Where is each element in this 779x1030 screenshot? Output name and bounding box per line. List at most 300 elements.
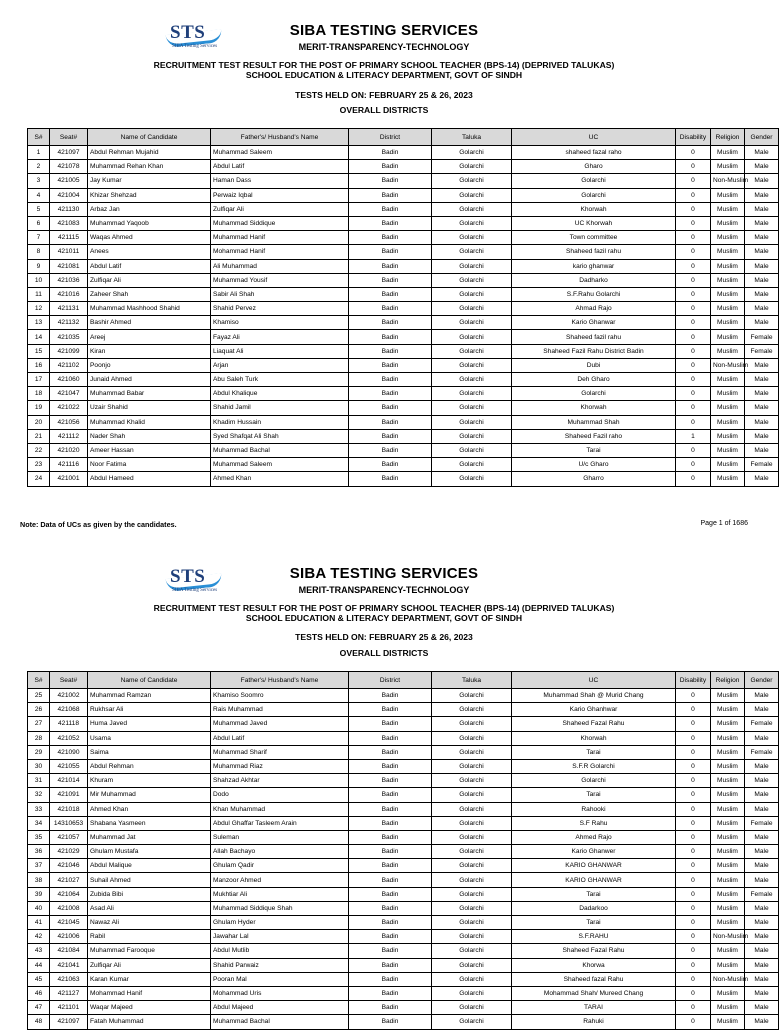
table-cell: 0 xyxy=(676,901,711,915)
table-cell: Muhammad Yaqoob xyxy=(88,216,211,230)
table-cell: Golarchi xyxy=(432,287,512,301)
table-cell: Zulfiqar Ali xyxy=(211,202,349,216)
table-cell: Muslim xyxy=(711,231,745,245)
table-cell: 0 xyxy=(676,887,711,901)
table-cell: Badin xyxy=(349,930,432,944)
table-cell: Golarchi xyxy=(432,717,512,731)
table-cell: Muslim xyxy=(711,287,745,301)
table-cell: 26 xyxy=(28,703,50,717)
table-cell: Khamiso xyxy=(211,316,349,330)
table-cell: Badin xyxy=(349,472,432,486)
table-cell: 0 xyxy=(676,231,711,245)
table-cell: Male xyxy=(745,944,779,958)
table-cell: 12 xyxy=(28,302,50,316)
table-cell: Badin xyxy=(349,202,432,216)
table-row xyxy=(28,845,779,859)
tests-date: TESTS HELD ON: FEBRUARY 25 & 26, 2023 xyxy=(295,90,473,100)
table-cell: Abdul Ghaffar Tasleem Arain xyxy=(211,816,349,830)
department-title: SCHOOL EDUCATION & LITERACY DEPARTMENT, GOVT OF SINDH xyxy=(245,613,523,623)
table-cell: TARAI xyxy=(512,1001,676,1015)
table-cell: 5 xyxy=(28,202,50,216)
table-cell: Muslim xyxy=(711,316,745,330)
table-header-row xyxy=(28,672,779,689)
table-row xyxy=(28,986,779,1000)
table-cell: Badin xyxy=(349,745,432,759)
table-cell: Abdul Latif xyxy=(211,731,349,745)
table-cell: Male xyxy=(745,788,779,802)
table-cell: Zaheer Shah xyxy=(88,287,211,301)
table-cell: Badin xyxy=(349,901,432,915)
table-cell: 0 xyxy=(676,873,711,887)
table-cell: Muslim xyxy=(711,759,745,773)
table-cell: Golarchi xyxy=(432,330,512,344)
table-cell: 0 xyxy=(676,745,711,759)
table-cell: Town committee xyxy=(512,231,676,245)
table-cell: Golarchi xyxy=(512,188,676,202)
table-row xyxy=(28,703,779,717)
table-cell: Manzoor Ahmed xyxy=(211,873,349,887)
table-cell: Muhammad Rehan Khan xyxy=(88,160,211,174)
table-cell: 0 xyxy=(676,986,711,1000)
table-cell: Mir Muhammad xyxy=(88,788,211,802)
table-cell: Poonjo xyxy=(88,358,211,372)
sts-logo-subtext: SIBA Testing Services xyxy=(172,588,218,593)
column-header: Disability xyxy=(676,129,711,146)
table-cell: Zubida Bibi xyxy=(88,887,211,901)
table-cell: 421046 xyxy=(50,859,88,873)
table-cell: S.F Rahu xyxy=(512,816,676,830)
table-cell: Rabil xyxy=(88,930,211,944)
table-cell: Suhail Ahmed xyxy=(88,873,211,887)
table-row xyxy=(28,1001,779,1015)
table-cell: Mohammad Hanif xyxy=(88,986,211,1000)
table-cell: 0 xyxy=(676,287,711,301)
table-cell: 421081 xyxy=(50,259,88,273)
table-cell: 18 xyxy=(28,387,50,401)
table-cell: 421006 xyxy=(50,930,88,944)
table-cell: 21 xyxy=(28,429,50,443)
table-cell: Gharo xyxy=(512,160,676,174)
table-cell: Badin xyxy=(349,774,432,788)
table-cell: 421102 xyxy=(50,358,88,372)
table-cell: Badin xyxy=(349,958,432,972)
table-cell: 44 xyxy=(28,958,50,972)
table-cell: 0 xyxy=(676,1001,711,1015)
table-cell: 421064 xyxy=(50,887,88,901)
table-cell: Muhammad Khalid xyxy=(88,415,211,429)
table-cell: Golarchi xyxy=(432,174,512,188)
table-cell: Perwaiz Iqbal xyxy=(211,188,349,202)
table-cell: Ghulam Qadir xyxy=(211,859,349,873)
table-cell: Badin xyxy=(349,887,432,901)
table-cell: 421004 xyxy=(50,188,88,202)
table-cell: Male xyxy=(745,287,779,301)
table-cell: Muhammad Siddique xyxy=(211,216,349,230)
table-cell: Badin xyxy=(349,816,432,830)
table-cell: Male xyxy=(745,358,779,372)
table-cell: Male xyxy=(745,160,779,174)
table-cell: Mohammad Uris xyxy=(211,986,349,1000)
table-cell: 47 xyxy=(28,1001,50,1015)
table-cell: Golarchi xyxy=(432,972,512,986)
table-cell: Male xyxy=(745,259,779,273)
table-cell: 0 xyxy=(676,1015,711,1029)
table-row xyxy=(28,731,779,745)
table-cell: Allah Bachayo xyxy=(211,845,349,859)
table-cell: Male xyxy=(745,302,779,316)
table-cell: 421027 xyxy=(50,873,88,887)
table-cell: 421115 xyxy=(50,231,88,245)
table-cell: Badin xyxy=(349,231,432,245)
table-cell: Badin xyxy=(349,245,432,259)
table-cell: Male xyxy=(745,443,779,457)
table-cell: 0 xyxy=(676,146,711,160)
table-cell: Muslim xyxy=(711,188,745,202)
table-cell: S.F.Rahu Golarchi xyxy=(512,287,676,301)
table-cell: Golarchi xyxy=(432,759,512,773)
table-cell: Muslim xyxy=(711,373,745,387)
table-cell: Sabir Ali Shah xyxy=(211,287,349,301)
table-cell: 421127 xyxy=(50,986,88,1000)
table-cell: Abdul Mutlib xyxy=(211,944,349,958)
table-cell: Golarchi xyxy=(432,202,512,216)
table-cell: Ameer Hassan xyxy=(88,443,211,457)
table-cell: Golarchi xyxy=(432,816,512,830)
table-cell: Junaid Ahmed xyxy=(88,373,211,387)
table-cell: 421002 xyxy=(50,689,88,703)
table-cell: 421036 xyxy=(50,273,88,287)
recruitment-title: RECRUITMENT TEST RESULT FOR THE POST OF PRIMARY SCHOOL TEACHER (BPS-14) (DEPRIVED TALUKAS) xyxy=(153,60,615,70)
table-cell: Muslim xyxy=(711,717,745,731)
table-cell: Zulfiqar Ali xyxy=(88,958,211,972)
table-cell: Golarchi xyxy=(432,689,512,703)
table-cell: 32 xyxy=(28,788,50,802)
table-cell: Golarchi xyxy=(432,986,512,1000)
table-cell: 421055 xyxy=(50,759,88,773)
recruitment-title: RECRUITMENT TEST RESULT FOR THE POST OF PRIMARY SCHOOL TEACHER (BPS-14) (DEPRIVED TALUKAS) xyxy=(153,603,615,613)
table-cell: Muslim xyxy=(711,887,745,901)
table-cell: 0 xyxy=(676,458,711,472)
column-header: Seat# xyxy=(50,672,88,689)
table-cell: Muslim xyxy=(711,1001,745,1015)
table-cell: 421091 xyxy=(50,788,88,802)
column-header: Taluka xyxy=(432,672,512,689)
table-cell: Golarchi xyxy=(432,873,512,887)
org-title: SIBA TESTING SERVICES xyxy=(289,22,479,39)
table-cell: 421018 xyxy=(50,802,88,816)
table-cell: Golarchi xyxy=(432,944,512,958)
table-cell: Male xyxy=(745,216,779,230)
department-title: SCHOOL EDUCATION & LITERACY DEPARTMENT, GOVT OF SINDH xyxy=(245,70,523,80)
table-cell: Badin xyxy=(349,845,432,859)
table-cell: Huma Javed xyxy=(88,717,211,731)
table-cell: Badin xyxy=(349,717,432,731)
table-cell: 24 xyxy=(28,472,50,486)
table-cell: Female xyxy=(745,745,779,759)
table-cell: Suleman xyxy=(211,830,349,844)
table-cell: Rahooki xyxy=(512,802,676,816)
table-row xyxy=(28,717,779,731)
table-cell: 0 xyxy=(676,830,711,844)
table-cell: Arjan xyxy=(211,358,349,372)
table-cell: 0 xyxy=(676,845,711,859)
table-row xyxy=(28,901,779,915)
table-cell: Golarchi xyxy=(432,745,512,759)
table-cell: Male xyxy=(745,958,779,972)
table-cell: Muslim xyxy=(711,458,745,472)
table-cell: Male xyxy=(745,245,779,259)
table-cell: 14 xyxy=(28,330,50,344)
table-cell: 0 xyxy=(676,245,711,259)
column-header: Taluka xyxy=(432,129,512,146)
table-cell: 42 xyxy=(28,930,50,944)
table-cell: Golarchi xyxy=(432,802,512,816)
table-cell: Golarchi xyxy=(432,259,512,273)
table-cell: Abu Saleh Turk xyxy=(211,373,349,387)
table-cell: Khadim Hussain xyxy=(211,415,349,429)
table-cell: Badin xyxy=(349,273,432,287)
table-cell: 45 xyxy=(28,972,50,986)
table-cell: 0 xyxy=(676,930,711,944)
table-cell: Male xyxy=(745,387,779,401)
table-cell: Muslim xyxy=(711,774,745,788)
column-header: Name of Candidate xyxy=(88,129,211,146)
table-cell: Ghulam Hyder xyxy=(211,916,349,930)
table-cell: Male xyxy=(745,731,779,745)
table-cell: 0 xyxy=(676,344,711,358)
table-cell: Golarchi xyxy=(432,387,512,401)
table-cell: Badin xyxy=(349,401,432,415)
results-table xyxy=(27,671,779,1030)
table-cell: Shaheed fazil rahu xyxy=(512,245,676,259)
table-cell: 421052 xyxy=(50,731,88,745)
table-cell: Shaheed fazal Rahu xyxy=(512,972,676,986)
table-cell: Ali Muhammad xyxy=(211,259,349,273)
table-cell: Muslim xyxy=(711,731,745,745)
table-cell: 421099 xyxy=(50,344,88,358)
table-cell: Khizar Shehzad xyxy=(88,188,211,202)
table-cell: Golarchi xyxy=(432,160,512,174)
table-cell: Badin xyxy=(349,330,432,344)
tagline: MERIT-TRANSPARENCY-TECHNOLOGY xyxy=(298,585,470,595)
table-cell: 0 xyxy=(676,273,711,287)
table-cell: Badin xyxy=(349,916,432,930)
table-cell: 0 xyxy=(676,788,711,802)
table-cell: 34 xyxy=(28,816,50,830)
table-row xyxy=(28,689,779,703)
table-cell: Muslim xyxy=(711,344,745,358)
table-cell: Ahmed Khan xyxy=(211,472,349,486)
table-cell: Badin xyxy=(349,415,432,429)
table-cell: Golarchi xyxy=(432,302,512,316)
table-cell: Muslim xyxy=(711,259,745,273)
table-cell: Badin xyxy=(349,859,432,873)
table-cell: Muslim xyxy=(711,830,745,844)
table-cell: Khorwah xyxy=(512,202,676,216)
table-cell: 0 xyxy=(676,330,711,344)
table-cell: 421090 xyxy=(50,745,88,759)
table-cell: 1 xyxy=(28,146,50,160)
table-cell: Golarchi xyxy=(432,443,512,457)
table-cell: Badin xyxy=(349,429,432,443)
table-cell: Ahmad Rajo xyxy=(512,302,676,316)
table-cell: UC Khorwah xyxy=(512,216,676,230)
table-cell: 10 xyxy=(28,273,50,287)
table-cell: Abdul Latif xyxy=(88,259,211,273)
table-cell: 7 xyxy=(28,231,50,245)
table-cell: 46 xyxy=(28,986,50,1000)
org-title: SIBA TESTING SERVICES xyxy=(289,565,479,582)
table-cell: Muhammad Saleem xyxy=(211,146,349,160)
table-cell: Abdul Latif xyxy=(211,160,349,174)
table-cell: 29 xyxy=(28,745,50,759)
table-cell: Dadarkoo xyxy=(512,901,676,915)
sts-logo-text: STS xyxy=(170,22,206,43)
table-cell: Female xyxy=(745,887,779,901)
table-cell: Badin xyxy=(349,689,432,703)
table-row xyxy=(28,944,779,958)
table-cell: Muhammad Mashhood Shahid xyxy=(88,302,211,316)
table-cell: Male xyxy=(745,373,779,387)
table-row xyxy=(28,887,779,901)
table-cell: Muslim xyxy=(711,788,745,802)
table-cell: Male xyxy=(745,774,779,788)
table-cell: Haman Dass xyxy=(211,174,349,188)
table-cell: Tarai xyxy=(512,443,676,457)
table-cell: Mohammad Shah/ Mureed Chang xyxy=(512,986,676,1000)
table-cell: Golarchi xyxy=(432,472,512,486)
table-cell: 0 xyxy=(676,259,711,273)
table-cell: Muslim xyxy=(711,146,745,160)
table-cell: 13 xyxy=(28,316,50,330)
table-cell: Badin xyxy=(349,216,432,230)
table-cell: Muslim xyxy=(711,415,745,429)
table-cell: 0 xyxy=(676,717,711,731)
table-cell: Pooran Mal xyxy=(211,972,349,986)
table-cell: Golarchi xyxy=(432,273,512,287)
table-cell: Male xyxy=(745,845,779,859)
table-cell: Syed Shafqat Ali Shah xyxy=(211,429,349,443)
table-cell: Khuram xyxy=(88,774,211,788)
table-cell: Abdul Rehman Mujahid xyxy=(88,146,211,160)
table-cell: Male xyxy=(745,972,779,986)
table-cell: 0 xyxy=(676,472,711,486)
table-cell: Male xyxy=(745,231,779,245)
table-cell: Muslim xyxy=(711,387,745,401)
table-cell: 31 xyxy=(28,774,50,788)
table-cell: 421056 xyxy=(50,415,88,429)
table-cell: 9 xyxy=(28,259,50,273)
table-cell: 19 xyxy=(28,401,50,415)
table-cell: Shahzad Akhtar xyxy=(211,774,349,788)
table-cell: Golarchi xyxy=(432,1001,512,1015)
table-cell: 421041 xyxy=(50,958,88,972)
table-cell: Muhammad Bachal xyxy=(211,1015,349,1029)
table-cell: Female xyxy=(745,717,779,731)
table-cell: 0 xyxy=(676,216,711,230)
table-cell: Badin xyxy=(349,1015,432,1029)
table-cell: Ghulam Mustafa xyxy=(88,845,211,859)
table-cell: Golarchi xyxy=(432,774,512,788)
table-cell: 0 xyxy=(676,188,711,202)
table-cell: Tarai xyxy=(512,887,676,901)
table-cell: Zulfiqar Ali xyxy=(88,273,211,287)
table-cell: 421101 xyxy=(50,1001,88,1015)
column-header: UC xyxy=(512,129,676,146)
table-cell: 0 xyxy=(676,415,711,429)
table-cell: 421022 xyxy=(50,401,88,415)
table-cell: 0 xyxy=(676,816,711,830)
table-cell: 0 xyxy=(676,972,711,986)
table-cell: Deh Gharo xyxy=(512,373,676,387)
table-cell: 17 xyxy=(28,373,50,387)
table-cell: 421068 xyxy=(50,703,88,717)
table-cell: 421008 xyxy=(50,901,88,915)
table-cell: 421020 xyxy=(50,443,88,457)
table-cell: Usama xyxy=(88,731,211,745)
table-cell: Tarai xyxy=(512,745,676,759)
table-cell: Muhammad Yousif xyxy=(211,273,349,287)
table-cell: Muhammad Bachal xyxy=(211,443,349,457)
table-cell: Khorwah xyxy=(512,401,676,415)
table-row xyxy=(28,873,779,887)
table-cell: 421014 xyxy=(50,774,88,788)
table-cell: Golarchi xyxy=(432,859,512,873)
table-row xyxy=(28,816,779,830)
table-cell: Nader Shah xyxy=(88,429,211,443)
scope-title: OVERALL DISTRICTS xyxy=(339,648,429,658)
table-cell: Badin xyxy=(349,302,432,316)
table-cell: 27 xyxy=(28,717,50,731)
table-cell: Nawaz Ali xyxy=(88,916,211,930)
column-header: Religion xyxy=(711,129,745,146)
table-cell: Fayaz Ali xyxy=(211,330,349,344)
table-cell: 30 xyxy=(28,759,50,773)
table-cell: Male xyxy=(745,273,779,287)
table-cell: Ahmed Rajo xyxy=(512,830,676,844)
table-cell: 421083 xyxy=(50,216,88,230)
table-cell: Fatah Muhammad xyxy=(88,1015,211,1029)
table-cell: Male xyxy=(745,830,779,844)
table-row xyxy=(28,930,779,944)
table-cell: Waqas Ahmed xyxy=(88,231,211,245)
table-cell: Shaheed Fazil raho xyxy=(512,429,676,443)
table-cell: Badin xyxy=(349,316,432,330)
table-cell: Non-Muslim xyxy=(711,174,745,188)
table-cell: Saima xyxy=(88,745,211,759)
table-cell: 421029 xyxy=(50,845,88,859)
table-cell: Arbaz Jan xyxy=(88,202,211,216)
footnote: Note: Data of UCs as given by the candidates. xyxy=(20,520,177,529)
table-cell: Areej xyxy=(88,330,211,344)
table-cell: Golarchi xyxy=(432,887,512,901)
table-cell: 0 xyxy=(676,859,711,873)
table-cell: 25 xyxy=(28,689,50,703)
table-cell: 421097 xyxy=(50,1015,88,1029)
table-cell: Rukhsar Ali xyxy=(88,703,211,717)
table-cell: 421016 xyxy=(50,287,88,301)
table-cell: Muslim xyxy=(711,901,745,915)
table-cell: Golarchi xyxy=(432,231,512,245)
table-cell: Noor Fatima xyxy=(88,458,211,472)
table-cell: Waqar Majeed xyxy=(88,1001,211,1015)
table-cell: Tarai xyxy=(512,788,676,802)
table-cell: 421001 xyxy=(50,472,88,486)
table-cell: 11 xyxy=(28,287,50,301)
table-cell: Badin xyxy=(349,146,432,160)
table-cell: Muslim xyxy=(711,859,745,873)
table-cell: Anees xyxy=(88,245,211,259)
